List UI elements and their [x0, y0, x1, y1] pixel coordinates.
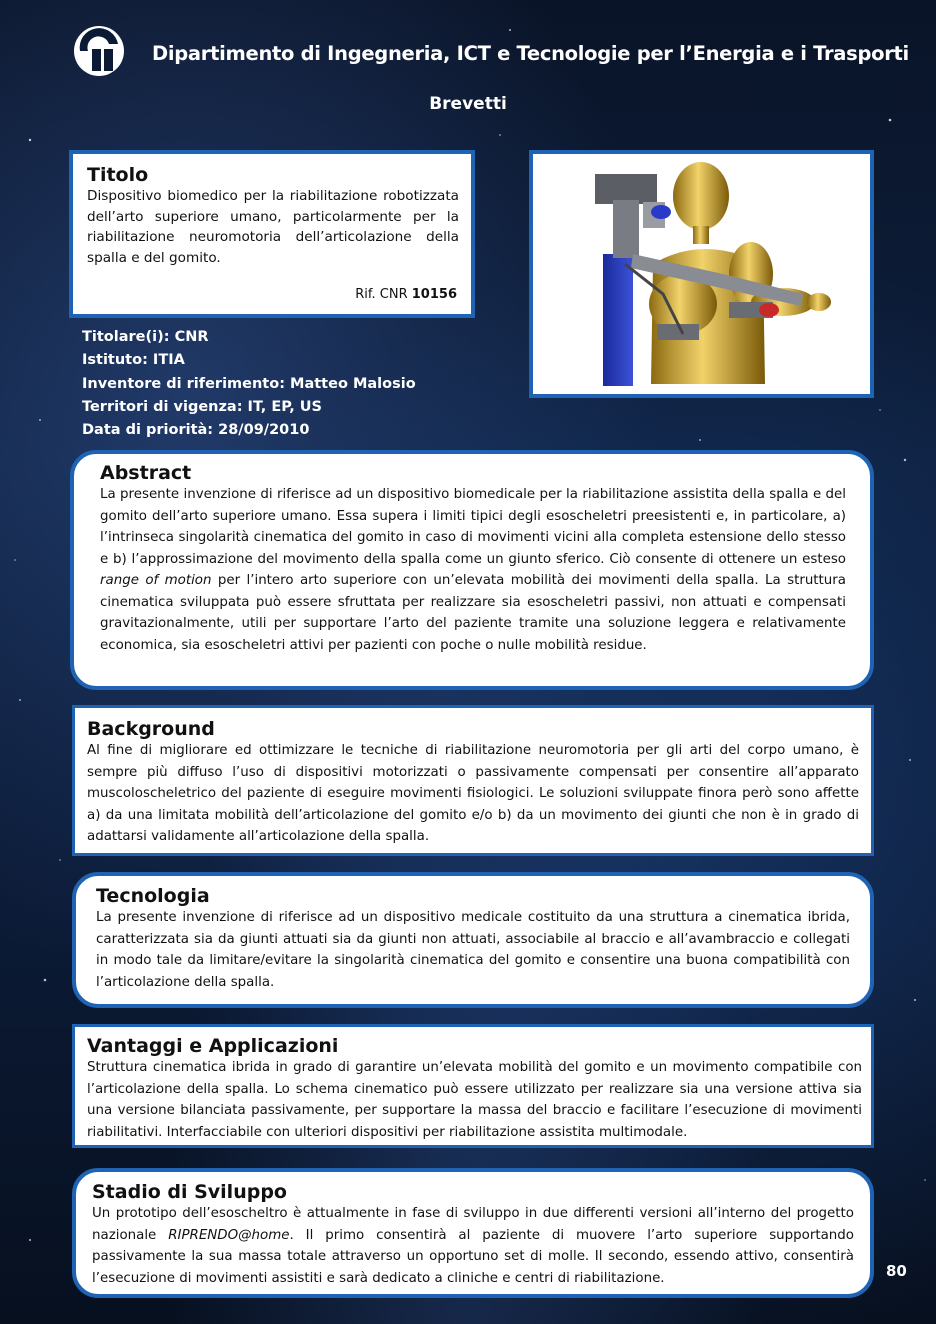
titolare-line: Titolare(i): CNR — [82, 329, 209, 345]
page-number: 80 — [886, 1262, 907, 1280]
titolo-panel — [69, 150, 475, 318]
background-text: Al fine di migliorare ed ottimizzare le tecniche di riabilitazione neuromotoria per gli arti del corpo umano, è sempre più diffuso l’uso di dispositivi motorizzati o passivamente compensati per consentire all’apparato muscoloscheletrico del paziente di eseguire movimenti fisiologici. Le soluzioni sviluppate finora però sono affette a) da una limitata mobilità dell’articolazione del gomito e/o b) da un movimento dei giunti che non è in grado di adattarsi validamente all’articolazione della spalla. — [87, 743, 859, 844]
vantaggi-text: Struttura cinematica ibrida in grado di garantire un’elevata mobilità del gomito e un movimento compatibile con l’articolazione della spalla. Lo schema cinematico può essere utilizzato per realizzare sia una versione attiva sia una versione bilanciata passivamente, per supportare la massa del braccio e facilitare l’esecuzione di movimenti riabilitativi. Interfacciabile con ulteriori dispositivi per riabilitazione assistita multimodale. — [87, 1060, 862, 1140]
abstract-text: La presente invenzione di riferisce ad un dispositivo biomedicale per la riabilitazione assistita della spalla e del gomito dell’arto superiore umano. Essa supera i limiti tipici degli esoscheletri preesistenti e, in particolare, a) l’intrinseca singolarità cinematica del gomito in caso di movimenti vicini alla completa estensione dello stesso e b) l’approssimazione del movimento della spalla come un giunto sferico. Ciò consente di ottenere un esteso range of motion per l’intero arto superiore con un’elevata mobilità dei movimenti della spalla. La struttura cinematica sviluppata può essere sfruttata per realizzare sia esoscheletri passivi, non attuati e compensati gravitazionalmente, utili per supportare l’arto del paziente tramite una soluzione leggera e relativamente economica, sia esoscheletri attivi per pazienti con poche o nulle mobilità residue. — [100, 487, 847, 653]
reference-number — [355, 287, 457, 302]
exoskeleton-illustration — [533, 154, 870, 394]
data-priorita-line: Data di priorità: 28/09/2010 — [82, 422, 310, 439]
stadio-panel — [72, 1168, 874, 1298]
abstract-panel — [70, 450, 874, 690]
tecnologia-text: La presente invenzione di riferisce ad un dispositivo medicale costituito da una struttura a cinematica ibrida, caratterizzata sia da giunti attuati sia da giunti non attuati, associabile al braccio e all’avambraccio e collegati in modo tale da limitare/evitare la singolarità cinematica del gomito e consentire una buona compatibilità con l’articolazione della spalla. — [96, 910, 850, 990]
invention-image-panel — [529, 150, 874, 398]
titolo-heading: Titolo — [87, 164, 149, 186]
stadio-text: Un prototipo dell’esoscheltro è attualmente in fase di sviluppo in due differenti versioni all’interno del progetto nazionale RIPRENDO@home. Il primo consentirà al paziente di muovere l’arto superiore supportando passivamente la sua massa totale attraverso un opportuno set di molle. Il secondo, essendo attivo, consentirà l’esecuzione di movimenti assistiti e sarà dedicato a cliniche e centri di riabilitazione. — [92, 1206, 854, 1286]
tecnologia-panel — [72, 872, 874, 1008]
background-panel — [72, 705, 874, 856]
istituto-line: Istituto: ITIA — [82, 352, 185, 369]
background-heading: Background — [87, 718, 215, 740]
stadio-heading: Stadio di Sviluppo — [92, 1181, 287, 1203]
titolo-text: Dispositivo biomedico per la riabilitazione robotizzata dell’arto superiore umano, particolarmente per la riabilitazione neuromotoria dell’articolazione della spalla e del gomito. — [87, 188, 459, 266]
inventore-line: Inventore di riferimento: Matteo Malosio — [82, 375, 416, 392]
tecnologia-heading: Tecnologia — [96, 885, 210, 907]
page-subtitle: Brevetti — [429, 94, 507, 114]
patent-info — [82, 326, 416, 442]
abstract-heading: Abstract — [100, 462, 192, 484]
reference-value: 10156 — [411, 287, 457, 302]
cnr-logo-icon — [72, 24, 126, 78]
department-title: Dipartimento di Ingegneria, ICT e Tecnologie per l’Energia e i Trasporti — [152, 42, 909, 65]
territori-line: Territori di vigenza: IT, EP, US — [82, 398, 322, 415]
vantaggi-heading: Vantaggi e Applicazioni — [87, 1035, 339, 1057]
reference-label: Rif. CNR — [355, 287, 412, 302]
vantaggi-panel — [72, 1024, 874, 1148]
